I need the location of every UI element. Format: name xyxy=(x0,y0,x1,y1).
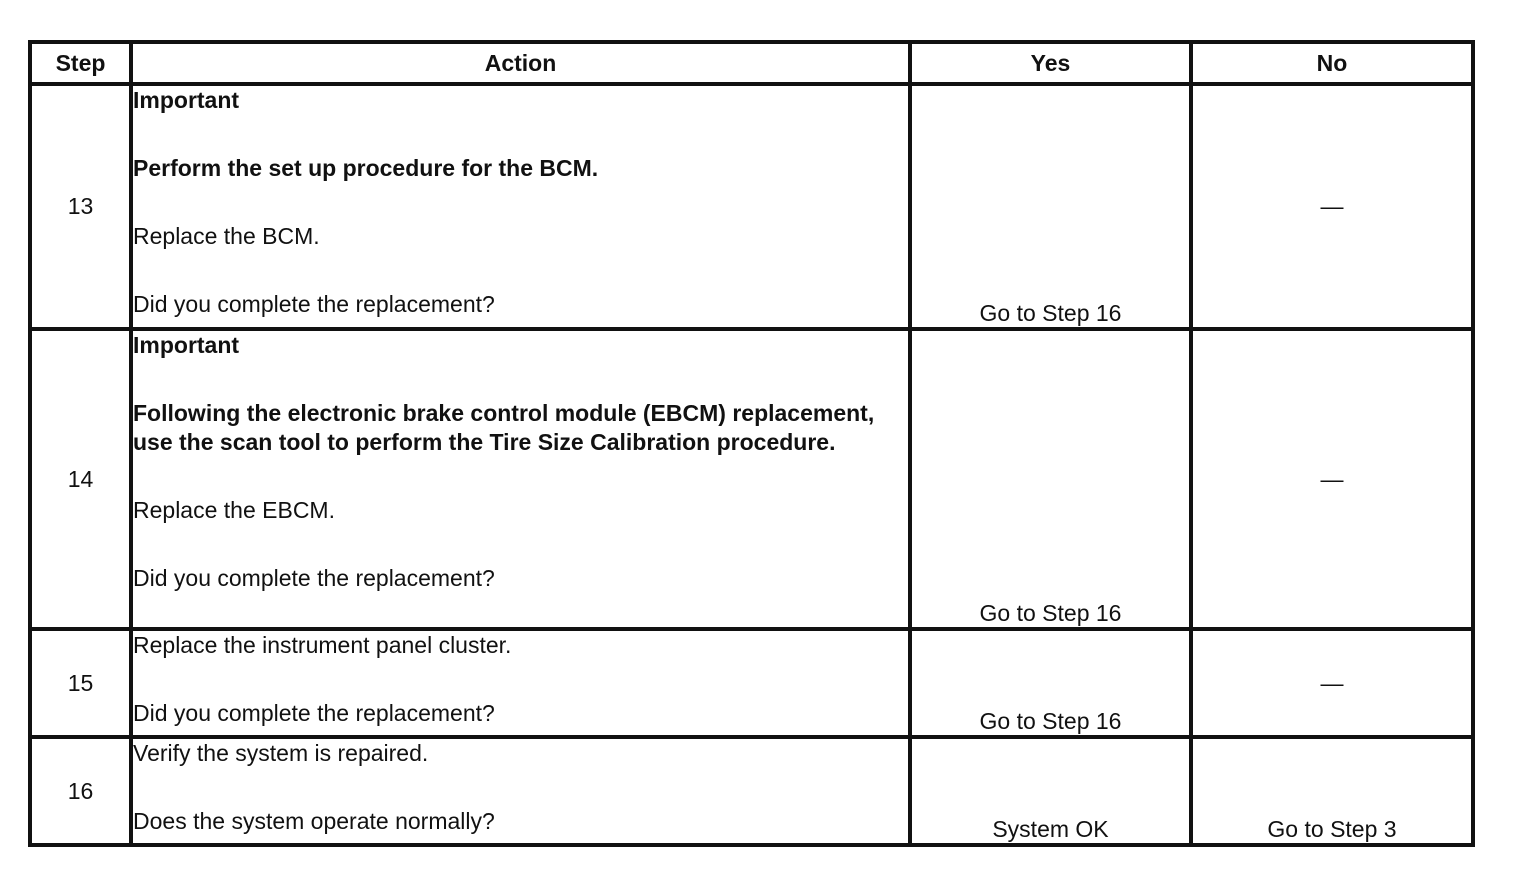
question-text: Did you complete the replacement? xyxy=(133,700,495,726)
yes-cell: System OK xyxy=(910,737,1191,845)
header-no: No xyxy=(1191,42,1473,84)
action-cell xyxy=(131,737,910,845)
table-row xyxy=(30,84,1473,329)
no-cell: — xyxy=(1191,629,1473,737)
table-body xyxy=(30,84,1473,845)
header-row xyxy=(30,42,1473,84)
action-cell xyxy=(131,329,910,629)
table-row xyxy=(30,737,1473,845)
action-cell xyxy=(131,629,910,737)
no-cell: — xyxy=(1191,84,1473,329)
question-text: Did you complete the replacement? xyxy=(133,291,495,317)
header-step: Step xyxy=(30,42,131,84)
action-cell xyxy=(131,84,910,329)
instruction-text: Replace the BCM. xyxy=(133,223,320,249)
question-text: Did you complete the replacement? xyxy=(133,565,495,591)
diagnostic-steps-table xyxy=(28,40,1475,847)
important-text: Perform the set up procedure for the BCM. xyxy=(133,155,599,181)
instruction-text: Replace the instrument panel cluster. xyxy=(133,632,512,658)
important-label: Important xyxy=(133,87,240,113)
step-number: 16 xyxy=(30,737,131,845)
yes-cell: Go to Step 16 xyxy=(910,329,1191,629)
no-cell: — xyxy=(1191,329,1473,629)
instruction-text: Verify the system is repaired. xyxy=(133,740,429,766)
table-header xyxy=(30,42,1473,84)
no-cell: Go to Step 3 xyxy=(1191,737,1473,845)
table-row xyxy=(30,629,1473,737)
step-number: 14 xyxy=(30,329,131,629)
step-number: 15 xyxy=(30,629,131,737)
header-yes: Yes xyxy=(910,42,1191,84)
header-action: Action xyxy=(131,42,910,84)
table-row xyxy=(30,329,1473,629)
instruction-text: Replace the EBCM. xyxy=(133,497,335,523)
question-text: Does the system operate normally? xyxy=(133,808,495,834)
yes-cell: Go to Step 16 xyxy=(910,629,1191,737)
yes-cell: Go to Step 16 xyxy=(910,84,1191,329)
important-label: Important xyxy=(133,332,240,358)
step-number: 13 xyxy=(30,84,131,329)
important-text: Following the electronic brake control module (EBCM) replacement, use the scan tool to perform the Tire Size Calibration procedure. xyxy=(133,400,875,455)
